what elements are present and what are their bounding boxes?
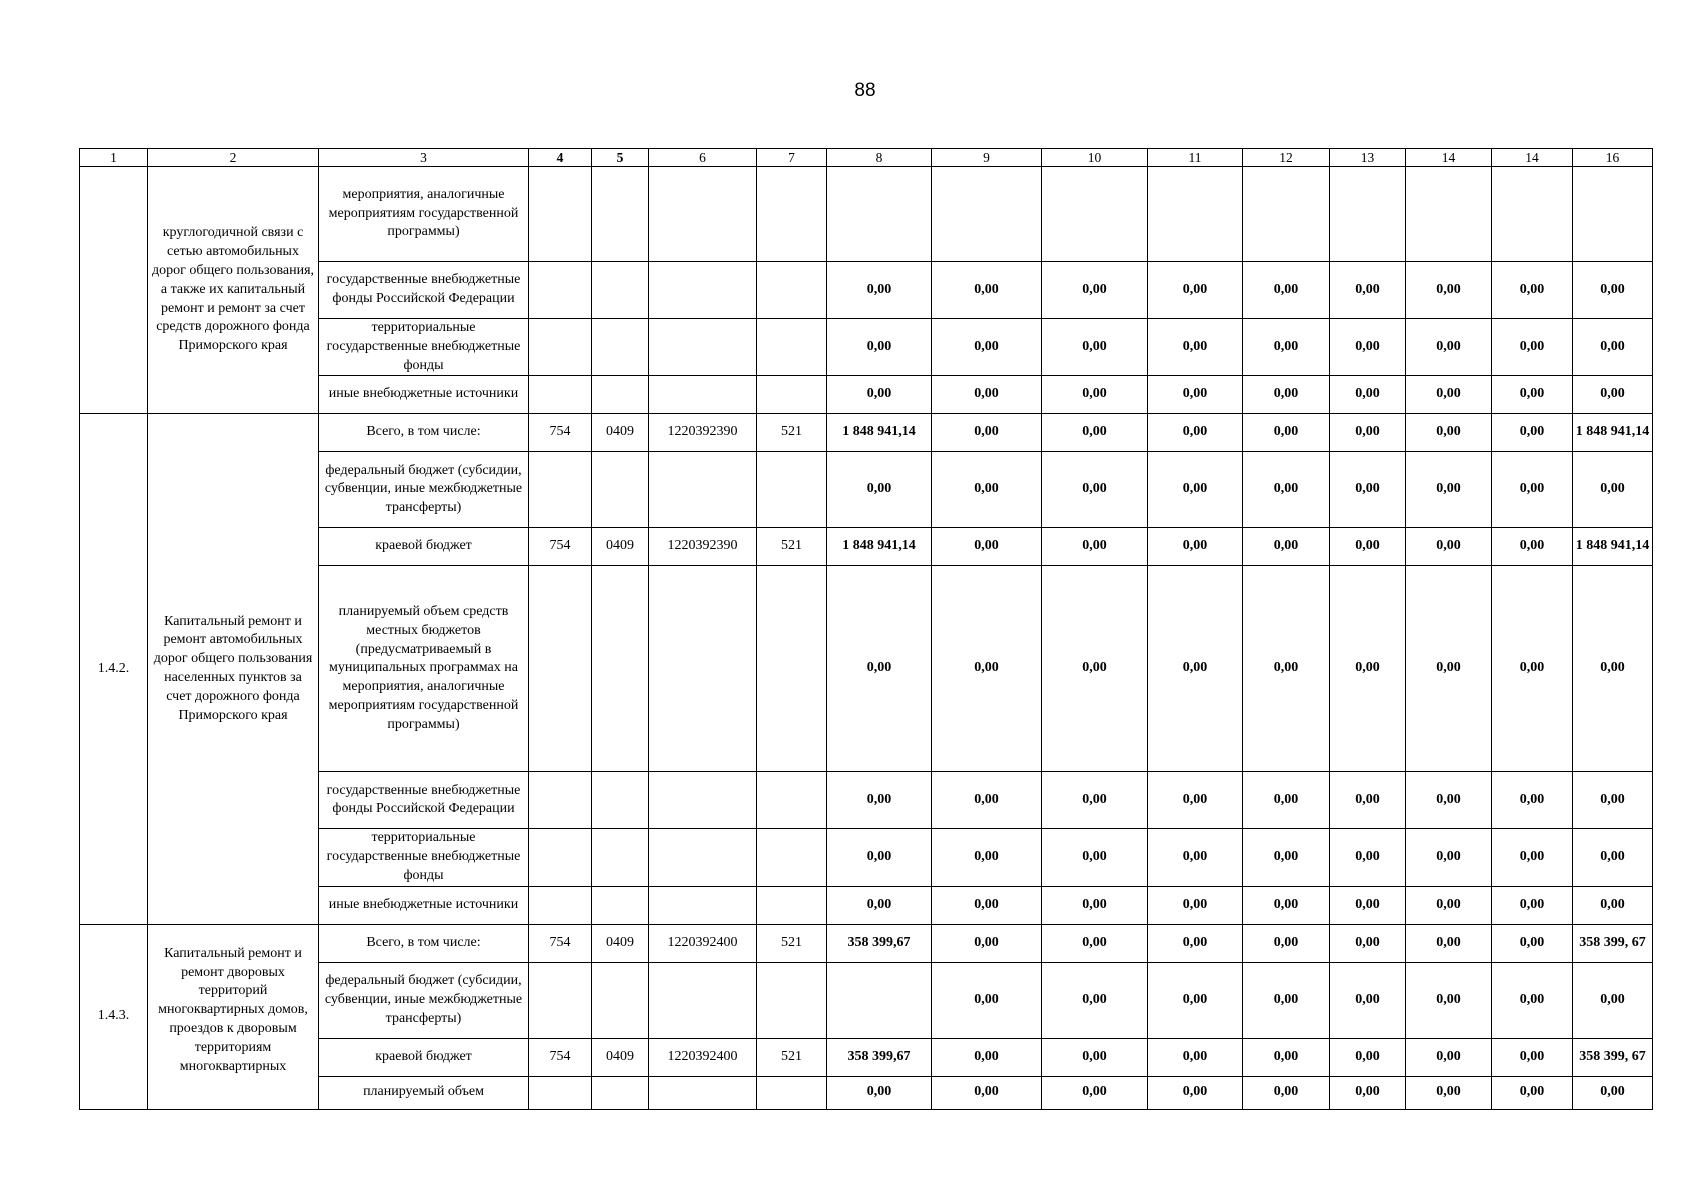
funding-source: федеральный бюджет (субсидии, субвенции, иные межбюджетные трансферты)	[319, 452, 529, 528]
amount-cell: 0,00	[1492, 452, 1573, 528]
amount-cell: 1 848 941,14	[1573, 528, 1653, 566]
amount-cell: 0,00	[1492, 829, 1573, 886]
code-target: 1220392390	[649, 414, 757, 452]
amount-cell: 0,00	[1243, 1076, 1330, 1109]
amount-cell: 0,00	[1573, 376, 1653, 414]
amount-cell: 0,00	[1148, 376, 1243, 414]
amount-cell: 0,00	[827, 1076, 932, 1109]
amount-cell: 0,00	[1148, 452, 1243, 528]
header-cell: 8	[827, 149, 932, 167]
code-target	[649, 962, 757, 1038]
item-index: 1.4.3.	[80, 924, 148, 1109]
amount-cell	[1330, 167, 1406, 262]
code-section: 0409	[592, 414, 649, 452]
amount-cell: 0,00	[932, 452, 1042, 528]
header-cell: 7	[757, 149, 827, 167]
amount-cell: 0,00	[1042, 566, 1148, 772]
code-type	[757, 772, 827, 829]
amount-cell: 0,00	[1492, 772, 1573, 829]
header-cell: 16	[1573, 149, 1653, 167]
amount-cell: 0,00	[1330, 319, 1406, 376]
amount-cell: 0,00	[1042, 829, 1148, 886]
amount-cell: 0,00	[1573, 566, 1653, 772]
code-admin: 754	[529, 1038, 592, 1076]
header-row	[80, 149, 1653, 167]
code-type	[757, 566, 827, 772]
amount-cell: 0,00	[1330, 452, 1406, 528]
header-cell: 1	[80, 149, 148, 167]
header-cell: 9	[932, 149, 1042, 167]
amount-cell: 0,00	[1330, 962, 1406, 1038]
funding-source: мероприятия, аналогичные мероприятиям государственной программы)	[319, 167, 529, 262]
amount-cell: 0,00	[1148, 1076, 1243, 1109]
amount-cell: 0,00	[827, 319, 932, 376]
amount-cell: 0,00	[827, 566, 932, 772]
amount-cell: 0,00	[1406, 414, 1492, 452]
header-cell: 4	[529, 149, 592, 167]
amount-cell: 0,00	[1492, 414, 1573, 452]
amount-cell: 0,00	[1042, 1038, 1148, 1076]
amount-cell: 358 399, 67	[1573, 1038, 1653, 1076]
funding-source: государственные внебюджетные фонды Российской Федерации	[319, 262, 529, 319]
item-name: Капитальный ремонт и ремонт дворовых территорий многоквартирных домов, проездов к дворовым территориям многоквартирных	[148, 924, 319, 1109]
header-cell: 5	[592, 149, 649, 167]
code-target	[649, 167, 757, 262]
amount-cell: 0,00	[1042, 319, 1148, 376]
amount-cell: 0,00	[1243, 528, 1330, 566]
code-target	[649, 376, 757, 414]
header-cell: 2	[148, 149, 319, 167]
code-admin: 754	[529, 924, 592, 962]
amount-cell: 0,00	[1243, 772, 1330, 829]
amount-cell: 0,00	[1330, 1038, 1406, 1076]
item-index	[80, 167, 148, 414]
amount-cell: 0,00	[1148, 566, 1243, 772]
amount-cell: 0,00	[1406, 962, 1492, 1038]
amount-cell: 0,00	[1330, 566, 1406, 772]
code-admin	[529, 262, 592, 319]
amount-cell: 0,00	[1243, 376, 1330, 414]
amount-cell: 0,00	[1330, 886, 1406, 924]
amount-cell: 1 848 941,14	[827, 414, 932, 452]
amount-cell	[1573, 167, 1653, 262]
code-target	[649, 772, 757, 829]
amount-cell	[932, 167, 1042, 262]
amount-cell: 358 399,67	[827, 1038, 932, 1076]
amount-cell: 0,00	[1492, 528, 1573, 566]
code-target	[649, 452, 757, 528]
amount-cell: 0,00	[1492, 924, 1573, 962]
amount-cell: 0,00	[1573, 829, 1653, 886]
amount-cell: 0,00	[932, 262, 1042, 319]
amount-cell: 0,00	[1406, 1076, 1492, 1109]
code-type	[757, 1076, 827, 1109]
amount-cell: 0,00	[1042, 528, 1148, 566]
amount-cell: 0,00	[1243, 829, 1330, 886]
code-section: 0409	[592, 528, 649, 566]
amount-cell: 0,00	[1492, 886, 1573, 924]
funding-source: планируемый объем	[319, 1076, 529, 1109]
header-cell: 14	[1492, 149, 1573, 167]
amount-cell: 0,00	[1042, 1076, 1148, 1109]
amount-cell: 0,00	[1406, 319, 1492, 376]
amount-cell: 0,00	[1243, 414, 1330, 452]
amount-cell: 0,00	[1243, 262, 1330, 319]
amount-cell: 0,00	[1492, 376, 1573, 414]
code-section	[592, 829, 649, 886]
amount-cell: 0,00	[932, 566, 1042, 772]
amount-cell: 0,00	[1406, 829, 1492, 886]
code-type: 521	[757, 1038, 827, 1076]
code-admin	[529, 829, 592, 886]
funding-source: государственные внебюджетные фонды Российской Федерации	[319, 772, 529, 829]
code-admin	[529, 452, 592, 528]
amount-cell: 0,00	[1406, 528, 1492, 566]
code-target	[649, 262, 757, 319]
code-admin	[529, 319, 592, 376]
header-cell: 3	[319, 149, 529, 167]
code-section	[592, 962, 649, 1038]
funding-source: Всего, в том числе:	[319, 924, 529, 962]
amount-cell: 0,00	[1148, 319, 1243, 376]
amount-cell: 0,00	[1406, 924, 1492, 962]
amount-cell: 0,00	[1243, 962, 1330, 1038]
amount-cell: 0,00	[1042, 886, 1148, 924]
amount-cell: 358 399, 67	[1573, 924, 1653, 962]
code-section	[592, 772, 649, 829]
code-type: 521	[757, 924, 827, 962]
code-type	[757, 167, 827, 262]
code-type: 521	[757, 528, 827, 566]
amount-cell	[1492, 167, 1573, 262]
amount-cell: 0,00	[1492, 319, 1573, 376]
amount-cell: 0,00	[1330, 924, 1406, 962]
amount-cell: 0,00	[827, 262, 932, 319]
code-target: 1220392390	[649, 528, 757, 566]
amount-cell: 0,00	[1042, 924, 1148, 962]
amount-cell: 0,00	[1148, 262, 1243, 319]
amount-cell: 0,00	[1243, 452, 1330, 528]
funding-source: Всего, в том числе:	[319, 414, 529, 452]
amount-cell: 0,00	[1492, 262, 1573, 319]
amount-cell: 0,00	[1330, 376, 1406, 414]
amount-cell: 0,00	[1406, 1038, 1492, 1076]
table-row	[80, 414, 1653, 452]
amount-cell: 0,00	[1042, 414, 1148, 452]
amount-cell: 0,00	[1148, 962, 1243, 1038]
amount-cell: 0,00	[1406, 262, 1492, 319]
code-section	[592, 262, 649, 319]
amount-cell: 0,00	[1573, 962, 1653, 1038]
code-type: 521	[757, 414, 827, 452]
amount-cell	[1243, 167, 1330, 262]
amount-cell: 1 848 941,14	[1573, 414, 1653, 452]
code-admin: 754	[529, 528, 592, 566]
header-cell: 13	[1330, 149, 1406, 167]
code-section	[592, 886, 649, 924]
amount-cell: 0,00	[1042, 376, 1148, 414]
amount-cell: 0,00	[1492, 1038, 1573, 1076]
funding-source: территориальные государственные внебюджетные фонды	[319, 829, 529, 886]
amount-cell: 0,00	[1148, 414, 1243, 452]
code-section	[592, 167, 649, 262]
code-type	[757, 376, 827, 414]
amount-cell: 0,00	[1406, 772, 1492, 829]
amount-cell: 0,00	[1573, 772, 1653, 829]
amount-cell: 358 399,67	[827, 924, 932, 962]
header-cell: 6	[649, 149, 757, 167]
amount-cell: 0,00	[1573, 262, 1653, 319]
budget-table	[79, 148, 1653, 1110]
code-target	[649, 1076, 757, 1109]
amount-cell: 0,00	[827, 829, 932, 886]
code-type	[757, 829, 827, 886]
header-cell: 14	[1406, 149, 1492, 167]
amount-cell: 0,00	[1406, 886, 1492, 924]
table-row	[80, 924, 1653, 962]
amount-cell: 0,00	[1148, 772, 1243, 829]
amount-cell	[1042, 167, 1148, 262]
amount-cell: 0,00	[1148, 829, 1243, 886]
amount-cell: 0,00	[1573, 452, 1653, 528]
header-cell: 12	[1243, 149, 1330, 167]
amount-cell: 0,00	[1330, 528, 1406, 566]
code-section	[592, 319, 649, 376]
code-target	[649, 886, 757, 924]
amount-cell: 0,00	[1406, 376, 1492, 414]
amount-cell: 0,00	[827, 772, 932, 829]
code-section	[592, 566, 649, 772]
code-admin: 754	[529, 414, 592, 452]
amount-cell: 0,00	[827, 452, 932, 528]
funding-source: планируемый объем средств местных бюджетов (предусматриваемый в муниципальных программах на мероприятия, аналогичные мероприятиям государственной программы)	[319, 566, 529, 772]
amount-cell: 0,00	[932, 962, 1042, 1038]
amount-cell: 0,00	[1573, 319, 1653, 376]
amount-cell: 0,00	[1243, 319, 1330, 376]
amount-cell: 0,00	[1330, 829, 1406, 886]
amount-cell: 0,00	[1042, 772, 1148, 829]
code-section	[592, 1076, 649, 1109]
code-admin	[529, 886, 592, 924]
amount-cell: 0,00	[932, 829, 1042, 886]
amount-cell: 0,00	[1406, 566, 1492, 772]
amount-cell: 0,00	[1492, 566, 1573, 772]
funding-source: федеральный бюджет (субсидии, субвенции, иные межбюджетные трансферты)	[319, 962, 529, 1038]
amount-cell: 0,00	[1330, 772, 1406, 829]
code-section: 0409	[592, 924, 649, 962]
amount-cell: 0,00	[932, 924, 1042, 962]
amount-cell: 0,00	[932, 1076, 1042, 1109]
amount-cell: 0,00	[1148, 924, 1243, 962]
item-name: круглогодичной связи с сетью автомобильных дорог общего пользования, а также их капитальный ремонт и ремонт за счет средств дорожного фонда Приморского края	[148, 167, 319, 414]
amount-cell: 0,00	[932, 319, 1042, 376]
funding-source: иные внебюджетные источники	[319, 886, 529, 924]
code-target	[649, 829, 757, 886]
amount-cell: 0,00	[1492, 1076, 1573, 1109]
item-index: 1.4.2.	[80, 414, 148, 924]
amount-cell: 1 848 941,14	[827, 528, 932, 566]
amount-cell: 0,00	[932, 772, 1042, 829]
code-admin	[529, 167, 592, 262]
amount-cell: 0,00	[827, 376, 932, 414]
funding-source: краевой бюджет	[319, 528, 529, 566]
amount-cell: 0,00	[1330, 262, 1406, 319]
code-type	[757, 886, 827, 924]
amount-cell: 0,00	[932, 1038, 1042, 1076]
code-admin	[529, 566, 592, 772]
item-name: Капитальный ремонт и ремонт автомобильных дорог общего пользования населенных пунктов за счет дорожного фонда Приморского края	[148, 414, 319, 924]
amount-cell: 0,00	[1406, 452, 1492, 528]
code-admin	[529, 772, 592, 829]
amount-cell	[827, 962, 932, 1038]
amount-cell: 0,00	[1573, 886, 1653, 924]
funding-source: территориальные государственные внебюджетные фонды	[319, 319, 529, 376]
amount-cell: 0,00	[932, 886, 1042, 924]
amount-cell: 0,00	[1148, 1038, 1243, 1076]
code-section: 0409	[592, 1038, 649, 1076]
amount-cell: 0,00	[1042, 962, 1148, 1038]
amount-cell: 0,00	[827, 886, 932, 924]
funding-source: иные внебюджетные источники	[319, 376, 529, 414]
amount-cell	[1148, 167, 1243, 262]
amount-cell: 0,00	[1243, 886, 1330, 924]
funding-source: краевой бюджет	[319, 1038, 529, 1076]
amount-cell: 0,00	[1148, 886, 1243, 924]
header-cell: 10	[1042, 149, 1148, 167]
amount-cell	[1406, 167, 1492, 262]
amount-cell: 0,00	[1243, 1038, 1330, 1076]
code-target	[649, 319, 757, 376]
amount-cell: 0,00	[1492, 962, 1573, 1038]
code-type	[757, 962, 827, 1038]
code-target	[649, 566, 757, 772]
amount-cell: 0,00	[932, 376, 1042, 414]
amount-cell: 0,00	[1148, 528, 1243, 566]
header-cell: 11	[1148, 149, 1243, 167]
amount-cell: 0,00	[932, 528, 1042, 566]
page-number: 88	[854, 80, 876, 101]
code-admin	[529, 376, 592, 414]
code-admin	[529, 1076, 592, 1109]
amount-cell: 0,00	[1042, 452, 1148, 528]
code-section	[592, 376, 649, 414]
amount-cell	[827, 167, 932, 262]
code-type	[757, 262, 827, 319]
code-type	[757, 319, 827, 376]
code-target: 1220392400	[649, 924, 757, 962]
amount-cell: 0,00	[1573, 1076, 1653, 1109]
code-admin	[529, 962, 592, 1038]
amount-cell: 0,00	[1243, 566, 1330, 772]
amount-cell: 0,00	[1330, 414, 1406, 452]
amount-cell: 0,00	[932, 414, 1042, 452]
code-type	[757, 452, 827, 528]
amount-cell: 0,00	[1330, 1076, 1406, 1109]
code-target: 1220392400	[649, 1038, 757, 1076]
code-section	[592, 452, 649, 528]
amount-cell: 0,00	[1042, 262, 1148, 319]
table-row	[80, 167, 1653, 262]
amount-cell: 0,00	[1243, 924, 1330, 962]
